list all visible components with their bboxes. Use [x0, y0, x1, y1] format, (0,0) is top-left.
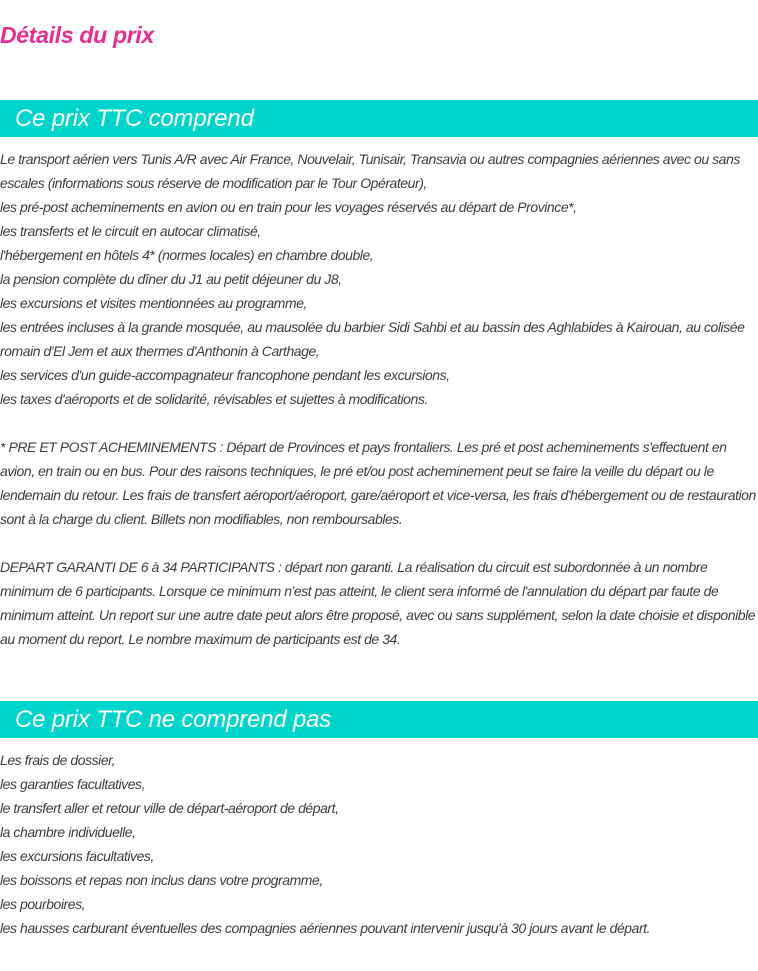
excluded-item: les excursions facultatives,	[0, 848, 154, 864]
excluded-item: la chambre individuelle,	[0, 824, 136, 840]
excluded-item: le transfert aller et retour ville de départ-aéroport de départ,	[0, 800, 339, 816]
excluded-item: Les frais de dossier,	[0, 752, 116, 768]
included-item: les pré-post acheminements en avion ou en train pour les voyages réservés au départ de Province*,	[0, 199, 577, 215]
excluded-item: les hausses carburant éventuelles des compagnies aériennes pouvant intervenir jusqu'à 30 jours avant le départ.	[0, 920, 651, 936]
included-item: Le transport aérien vers Tunis A/R avec Air France, Nouvelair, Tunisair, Transavia ou autres compagnies aériennes avec ou sans escales (informations sous réserve de modification par le Tour Opérateur),	[0, 151, 740, 191]
depart-garanti-note: DEPART GARANTI DE 6 à 34 PARTICIPANTS : départ non garanti. La réalisation du circuit est subordonnée à un nombre minimum de 6 participants. Lorsque ce minimum n'est pas atteint, le client sera informé de l'annulation du départ par faute de minimum atteint. Un report sur une autre date peut alors être proposé, avec ou sans supplément, selon la date choisie et disponible au moment du report. Le nombre maximum de participants est de 34.	[0, 559, 756, 647]
included-item: la pension complète du dîner du J1 au petit déjeuner du J8,	[0, 271, 342, 287]
excluded-section	[0, 748, 758, 940]
included-item: les taxes d'aéroports et de solidarité, révisables et sujettes à modifications.	[0, 391, 428, 407]
included-item: les entrées incluses à la grande mosquée, au mausolée du barbier Sidi Sahbi et au bassin des Aghlabides à Kairouan, au colisée romain d'El Jem et aux thermes d'Anthonin à Carthage,	[0, 319, 745, 359]
excluded-item: les garanties facultatives,	[0, 776, 146, 792]
included-item: l'hébergement en hôtels 4* (normes locales) en chambre double,	[0, 247, 374, 263]
included-item: les excursions et visites mentionnées au programme,	[0, 295, 307, 311]
included-item: les transferts et le circuit en autocar climatisé,	[0, 223, 261, 239]
excluded-item: les boissons et repas non inclus dans votre programme,	[0, 872, 323, 888]
spacer	[0, 531, 758, 555]
included-heading: Ce prix TTC comprend	[0, 100, 758, 137]
spacer	[0, 411, 758, 435]
page-title: Détails du prix	[0, 22, 154, 48]
included-section	[0, 147, 758, 651]
excluded-heading: Ce prix TTC ne comprend pas	[0, 701, 758, 738]
included-item: les services d'un guide-accompagnateur francophone pendant les excursions,	[0, 367, 450, 383]
excluded-item: les pourboires,	[0, 896, 86, 912]
acheminements-note: * PRE ET POST ACHEMINEMENTS : Départ de Provinces et pays frontaliers. Les pré et post acheminements s'effectuent en avion, en train ou en bus. Pour des raisons techniques, le pré et/ou post acheminement peut se faire la veille du départ ou le lendemain du retour. Les frais de transfert aéroport/aéroport, gare/aéroport et vice-versa, les frais d'hébergement ou de restauration sont à la charge du client. Billets non modifiables, non remboursables.	[0, 439, 756, 527]
